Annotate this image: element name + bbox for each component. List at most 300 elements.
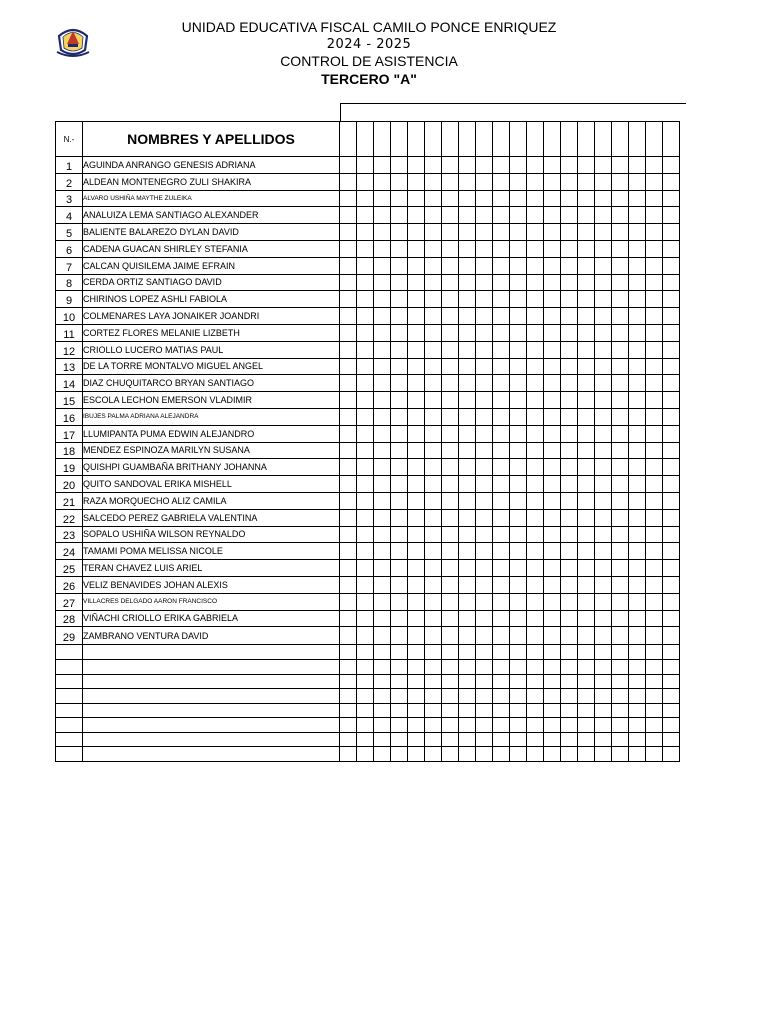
attendance-cell[interactable]	[340, 560, 357, 577]
attendance-cell[interactable]	[646, 674, 663, 689]
attendance-cell[interactable]	[408, 224, 425, 241]
attendance-cell[interactable]	[374, 703, 391, 718]
attendance-cell[interactable]	[374, 718, 391, 733]
attendance-cell[interactable]	[595, 291, 612, 308]
attendance-cell[interactable]	[578, 425, 595, 442]
attendance-cell[interactable]	[595, 459, 612, 476]
attendance-cell[interactable]	[425, 627, 442, 645]
attendance-cell[interactable]	[646, 543, 663, 560]
attendance-cell[interactable]	[425, 674, 442, 689]
attendance-cell[interactable]	[510, 509, 527, 526]
attendance-cell[interactable]	[544, 674, 561, 689]
attendance-cell[interactable]	[391, 375, 408, 392]
empty-name-cell[interactable]	[83, 747, 340, 762]
attendance-cell[interactable]	[408, 674, 425, 689]
attendance-cell[interactable]	[476, 703, 493, 718]
attendance-cell[interactable]	[493, 560, 510, 577]
attendance-cell[interactable]	[578, 157, 595, 174]
attendance-cell[interactable]	[663, 224, 680, 241]
attendance-cell[interactable]	[357, 526, 374, 543]
attendance-cell[interactable]	[612, 240, 629, 257]
date-column-header[interactable]	[646, 122, 663, 157]
date-column-header[interactable]	[476, 122, 493, 157]
attendance-cell[interactable]	[527, 224, 544, 241]
attendance-cell[interactable]	[629, 689, 646, 704]
attendance-cell[interactable]	[561, 324, 578, 341]
attendance-cell[interactable]	[442, 610, 459, 627]
attendance-cell[interactable]	[646, 408, 663, 425]
attendance-cell[interactable]	[510, 659, 527, 674]
attendance-cell[interactable]	[595, 509, 612, 526]
attendance-cell[interactable]	[391, 526, 408, 543]
attendance-cell[interactable]	[544, 324, 561, 341]
attendance-cell[interactable]	[578, 257, 595, 274]
attendance-cell[interactable]	[374, 509, 391, 526]
attendance-cell[interactable]	[476, 509, 493, 526]
attendance-cell[interactable]	[442, 732, 459, 747]
attendance-cell[interactable]	[340, 392, 357, 409]
attendance-cell[interactable]	[357, 593, 374, 610]
attendance-cell[interactable]	[612, 627, 629, 645]
attendance-cell[interactable]	[646, 476, 663, 493]
attendance-cell[interactable]	[663, 627, 680, 645]
attendance-cell[interactable]	[561, 408, 578, 425]
attendance-cell[interactable]	[561, 207, 578, 224]
attendance-cell[interactable]	[459, 492, 476, 509]
attendance-cell[interactable]	[544, 459, 561, 476]
attendance-cell[interactable]	[629, 392, 646, 409]
attendance-cell[interactable]	[493, 593, 510, 610]
empty-name-cell[interactable]	[83, 674, 340, 689]
attendance-cell[interactable]	[595, 659, 612, 674]
attendance-cell[interactable]	[340, 732, 357, 747]
attendance-cell[interactable]	[612, 689, 629, 704]
attendance-cell[interactable]	[408, 703, 425, 718]
attendance-cell[interactable]	[527, 718, 544, 733]
attendance-cell[interactable]	[476, 576, 493, 593]
attendance-cell[interactable]	[595, 442, 612, 459]
attendance-cell[interactable]	[510, 645, 527, 660]
attendance-cell[interactable]	[527, 291, 544, 308]
attendance-cell[interactable]	[425, 576, 442, 593]
attendance-cell[interactable]	[544, 224, 561, 241]
attendance-cell[interactable]	[493, 375, 510, 392]
attendance-cell[interactable]	[408, 543, 425, 560]
attendance-cell[interactable]	[578, 659, 595, 674]
empty-number-cell[interactable]	[56, 732, 83, 747]
attendance-cell[interactable]	[595, 526, 612, 543]
attendance-cell[interactable]	[476, 610, 493, 627]
attendance-cell[interactable]	[459, 408, 476, 425]
attendance-cell[interactable]	[493, 358, 510, 375]
attendance-cell[interactable]	[408, 341, 425, 358]
attendance-cell[interactable]	[578, 392, 595, 409]
attendance-cell[interactable]	[357, 392, 374, 409]
attendance-cell[interactable]	[510, 392, 527, 409]
attendance-cell[interactable]	[527, 408, 544, 425]
attendance-cell[interactable]	[357, 308, 374, 325]
attendance-cell[interactable]	[374, 732, 391, 747]
attendance-cell[interactable]	[510, 358, 527, 375]
attendance-cell[interactable]	[578, 747, 595, 762]
attendance-cell[interactable]	[527, 425, 544, 442]
attendance-cell[interactable]	[561, 392, 578, 409]
attendance-cell[interactable]	[544, 157, 561, 174]
attendance-cell[interactable]	[544, 274, 561, 291]
attendance-cell[interactable]	[612, 442, 629, 459]
attendance-cell[interactable]	[527, 645, 544, 660]
attendance-cell[interactable]	[646, 718, 663, 733]
attendance-cell[interactable]	[612, 425, 629, 442]
attendance-cell[interactable]	[629, 324, 646, 341]
attendance-cell[interactable]	[612, 308, 629, 325]
attendance-cell[interactable]	[510, 732, 527, 747]
attendance-cell[interactable]	[459, 509, 476, 526]
attendance-cell[interactable]	[391, 240, 408, 257]
attendance-cell[interactable]	[663, 674, 680, 689]
attendance-cell[interactable]	[374, 257, 391, 274]
attendance-cell[interactable]	[663, 747, 680, 762]
attendance-cell[interactable]	[493, 543, 510, 560]
attendance-cell[interactable]	[646, 291, 663, 308]
attendance-cell[interactable]	[408, 190, 425, 207]
attendance-cell[interactable]	[612, 543, 629, 560]
attendance-cell[interactable]	[561, 689, 578, 704]
attendance-cell[interactable]	[459, 718, 476, 733]
attendance-cell[interactable]	[476, 375, 493, 392]
attendance-cell[interactable]	[595, 240, 612, 257]
attendance-cell[interactable]	[663, 442, 680, 459]
attendance-cell[interactable]	[629, 747, 646, 762]
empty-name-cell[interactable]	[83, 703, 340, 718]
attendance-cell[interactable]	[646, 308, 663, 325]
attendance-cell[interactable]	[493, 274, 510, 291]
attendance-cell[interactable]	[459, 645, 476, 660]
attendance-cell[interactable]	[408, 308, 425, 325]
attendance-cell[interactable]	[612, 718, 629, 733]
attendance-cell[interactable]	[510, 492, 527, 509]
attendance-cell[interactable]	[374, 173, 391, 190]
attendance-cell[interactable]	[561, 526, 578, 543]
attendance-cell[interactable]	[561, 190, 578, 207]
attendance-cell[interactable]	[374, 425, 391, 442]
attendance-cell[interactable]	[408, 593, 425, 610]
attendance-cell[interactable]	[561, 274, 578, 291]
attendance-cell[interactable]	[374, 224, 391, 241]
attendance-cell[interactable]	[527, 747, 544, 762]
attendance-cell[interactable]	[374, 442, 391, 459]
attendance-cell[interactable]	[459, 732, 476, 747]
attendance-cell[interactable]	[459, 476, 476, 493]
attendance-cell[interactable]	[646, 358, 663, 375]
attendance-cell[interactable]	[442, 593, 459, 610]
attendance-cell[interactable]	[357, 718, 374, 733]
attendance-cell[interactable]	[425, 732, 442, 747]
attendance-cell[interactable]	[493, 476, 510, 493]
attendance-cell[interactable]	[646, 190, 663, 207]
attendance-cell[interactable]	[527, 659, 544, 674]
attendance-cell[interactable]	[527, 375, 544, 392]
attendance-cell[interactable]	[612, 392, 629, 409]
attendance-cell[interactable]	[374, 543, 391, 560]
attendance-cell[interactable]	[357, 341, 374, 358]
attendance-cell[interactable]	[459, 274, 476, 291]
attendance-cell[interactable]	[476, 425, 493, 442]
attendance-cell[interactable]	[374, 157, 391, 174]
attendance-cell[interactable]	[340, 358, 357, 375]
attendance-cell[interactable]	[561, 560, 578, 577]
attendance-cell[interactable]	[629, 526, 646, 543]
attendance-cell[interactable]	[340, 459, 357, 476]
attendance-cell[interactable]	[663, 689, 680, 704]
attendance-cell[interactable]	[612, 173, 629, 190]
attendance-cell[interactable]	[340, 645, 357, 660]
attendance-cell[interactable]	[595, 593, 612, 610]
attendance-cell[interactable]	[425, 718, 442, 733]
attendance-cell[interactable]	[510, 308, 527, 325]
attendance-cell[interactable]	[663, 492, 680, 509]
attendance-cell[interactable]	[561, 718, 578, 733]
attendance-cell[interactable]	[646, 526, 663, 543]
attendance-cell[interactable]	[527, 324, 544, 341]
attendance-cell[interactable]	[527, 593, 544, 610]
attendance-cell[interactable]	[391, 408, 408, 425]
attendance-cell[interactable]	[510, 224, 527, 241]
attendance-cell[interactable]	[544, 659, 561, 674]
attendance-cell[interactable]	[544, 509, 561, 526]
date-column-header[interactable]	[629, 122, 646, 157]
attendance-cell[interactable]	[561, 425, 578, 442]
attendance-cell[interactable]	[595, 324, 612, 341]
attendance-cell[interactable]	[646, 509, 663, 526]
attendance-cell[interactable]	[493, 291, 510, 308]
attendance-cell[interactable]	[476, 173, 493, 190]
attendance-cell[interactable]	[646, 560, 663, 577]
attendance-cell[interactable]	[663, 291, 680, 308]
attendance-cell[interactable]	[340, 375, 357, 392]
attendance-cell[interactable]	[527, 627, 544, 645]
attendance-cell[interactable]	[578, 543, 595, 560]
attendance-cell[interactable]	[561, 732, 578, 747]
attendance-cell[interactable]	[408, 718, 425, 733]
attendance-cell[interactable]	[646, 207, 663, 224]
attendance-cell[interactable]	[527, 190, 544, 207]
attendance-cell[interactable]	[459, 689, 476, 704]
attendance-cell[interactable]	[646, 274, 663, 291]
attendance-cell[interactable]	[374, 274, 391, 291]
attendance-cell[interactable]	[595, 747, 612, 762]
attendance-cell[interactable]	[663, 375, 680, 392]
attendance-cell[interactable]	[391, 392, 408, 409]
attendance-cell[interactable]	[578, 703, 595, 718]
attendance-cell[interactable]	[493, 240, 510, 257]
attendance-cell[interactable]	[357, 509, 374, 526]
attendance-cell[interactable]	[595, 173, 612, 190]
attendance-cell[interactable]	[493, 392, 510, 409]
attendance-cell[interactable]	[391, 157, 408, 174]
attendance-cell[interactable]	[510, 341, 527, 358]
attendance-cell[interactable]	[476, 732, 493, 747]
empty-name-cell[interactable]	[83, 689, 340, 704]
attendance-cell[interactable]	[493, 747, 510, 762]
attendance-cell[interactable]	[646, 627, 663, 645]
attendance-cell[interactable]	[374, 392, 391, 409]
attendance-cell[interactable]	[408, 358, 425, 375]
date-column-header[interactable]	[391, 122, 408, 157]
attendance-cell[interactable]	[442, 659, 459, 674]
attendance-cell[interactable]	[493, 674, 510, 689]
attendance-cell[interactable]	[425, 207, 442, 224]
attendance-cell[interactable]	[595, 492, 612, 509]
attendance-cell[interactable]	[629, 341, 646, 358]
attendance-cell[interactable]	[442, 703, 459, 718]
attendance-cell[interactable]	[646, 576, 663, 593]
attendance-cell[interactable]	[544, 610, 561, 627]
attendance-cell[interactable]	[425, 392, 442, 409]
attendance-cell[interactable]	[629, 674, 646, 689]
attendance-cell[interactable]	[408, 173, 425, 190]
attendance-cell[interactable]	[629, 459, 646, 476]
attendance-cell[interactable]	[646, 703, 663, 718]
attendance-cell[interactable]	[510, 543, 527, 560]
attendance-cell[interactable]	[459, 627, 476, 645]
attendance-cell[interactable]	[510, 442, 527, 459]
attendance-cell[interactable]	[663, 157, 680, 174]
attendance-cell[interactable]	[493, 732, 510, 747]
attendance-cell[interactable]	[595, 576, 612, 593]
attendance-cell[interactable]	[408, 576, 425, 593]
attendance-cell[interactable]	[391, 576, 408, 593]
attendance-cell[interactable]	[629, 291, 646, 308]
attendance-cell[interactable]	[561, 645, 578, 660]
attendance-cell[interactable]	[510, 610, 527, 627]
attendance-cell[interactable]	[612, 408, 629, 425]
attendance-cell[interactable]	[612, 358, 629, 375]
attendance-cell[interactable]	[493, 308, 510, 325]
attendance-cell[interactable]	[391, 442, 408, 459]
attendance-cell[interactable]	[374, 358, 391, 375]
attendance-cell[interactable]	[544, 732, 561, 747]
attendance-cell[interactable]	[612, 324, 629, 341]
attendance-cell[interactable]	[629, 240, 646, 257]
attendance-cell[interactable]	[459, 576, 476, 593]
attendance-cell[interactable]	[629, 718, 646, 733]
attendance-cell[interactable]	[425, 274, 442, 291]
attendance-cell[interactable]	[510, 560, 527, 577]
attendance-cell[interactable]	[544, 442, 561, 459]
attendance-cell[interactable]	[646, 645, 663, 660]
attendance-cell[interactable]	[493, 610, 510, 627]
attendance-cell[interactable]	[425, 492, 442, 509]
attendance-cell[interactable]	[646, 240, 663, 257]
attendance-cell[interactable]	[357, 659, 374, 674]
attendance-cell[interactable]	[646, 341, 663, 358]
attendance-cell[interactable]	[459, 173, 476, 190]
empty-name-cell[interactable]	[83, 732, 340, 747]
empty-number-cell[interactable]	[56, 703, 83, 718]
attendance-cell[interactable]	[595, 689, 612, 704]
attendance-cell[interactable]	[408, 442, 425, 459]
attendance-cell[interactable]	[442, 645, 459, 660]
attendance-cell[interactable]	[459, 703, 476, 718]
attendance-cell[interactable]	[663, 509, 680, 526]
attendance-cell[interactable]	[527, 358, 544, 375]
attendance-cell[interactable]	[391, 425, 408, 442]
attendance-cell[interactable]	[544, 358, 561, 375]
attendance-cell[interactable]	[391, 291, 408, 308]
attendance-cell[interactable]	[459, 190, 476, 207]
attendance-cell[interactable]	[544, 207, 561, 224]
attendance-cell[interactable]	[612, 747, 629, 762]
attendance-cell[interactable]	[612, 375, 629, 392]
attendance-cell[interactable]	[663, 610, 680, 627]
attendance-cell[interactable]	[663, 190, 680, 207]
attendance-cell[interactable]	[340, 576, 357, 593]
attendance-cell[interactable]	[408, 610, 425, 627]
attendance-cell[interactable]	[408, 408, 425, 425]
attendance-cell[interactable]	[629, 190, 646, 207]
attendance-cell[interactable]	[629, 224, 646, 241]
attendance-cell[interactable]	[544, 392, 561, 409]
attendance-cell[interactable]	[663, 659, 680, 674]
attendance-cell[interactable]	[629, 476, 646, 493]
attendance-cell[interactable]	[459, 543, 476, 560]
attendance-cell[interactable]	[595, 627, 612, 645]
attendance-cell[interactable]	[408, 157, 425, 174]
attendance-cell[interactable]	[476, 207, 493, 224]
attendance-cell[interactable]	[510, 257, 527, 274]
attendance-cell[interactable]	[459, 747, 476, 762]
attendance-cell[interactable]	[391, 274, 408, 291]
attendance-cell[interactable]	[646, 157, 663, 174]
attendance-cell[interactable]	[544, 173, 561, 190]
attendance-cell[interactable]	[391, 703, 408, 718]
attendance-cell[interactable]	[357, 207, 374, 224]
attendance-cell[interactable]	[595, 190, 612, 207]
attendance-cell[interactable]	[374, 324, 391, 341]
attendance-cell[interactable]	[357, 190, 374, 207]
attendance-cell[interactable]	[544, 190, 561, 207]
attendance-cell[interactable]	[374, 627, 391, 645]
attendance-cell[interactable]	[544, 747, 561, 762]
attendance-cell[interactable]	[476, 392, 493, 409]
attendance-cell[interactable]	[408, 207, 425, 224]
attendance-cell[interactable]	[408, 324, 425, 341]
attendance-cell[interactable]	[544, 560, 561, 577]
attendance-cell[interactable]	[357, 732, 374, 747]
attendance-cell[interactable]	[578, 509, 595, 526]
attendance-cell[interactable]	[408, 476, 425, 493]
attendance-cell[interactable]	[561, 308, 578, 325]
attendance-cell[interactable]	[357, 492, 374, 509]
attendance-cell[interactable]	[340, 659, 357, 674]
attendance-cell[interactable]	[357, 224, 374, 241]
attendance-cell[interactable]	[527, 173, 544, 190]
attendance-cell[interactable]	[374, 308, 391, 325]
attendance-cell[interactable]	[595, 674, 612, 689]
attendance-cell[interactable]	[527, 476, 544, 493]
attendance-cell[interactable]	[578, 576, 595, 593]
attendance-cell[interactable]	[476, 157, 493, 174]
attendance-cell[interactable]	[595, 408, 612, 425]
attendance-cell[interactable]	[663, 703, 680, 718]
attendance-cell[interactable]	[561, 509, 578, 526]
attendance-cell[interactable]	[459, 224, 476, 241]
date-column-header[interactable]	[408, 122, 425, 157]
attendance-cell[interactable]	[595, 645, 612, 660]
attendance-cell[interactable]	[663, 324, 680, 341]
attendance-cell[interactable]	[595, 341, 612, 358]
